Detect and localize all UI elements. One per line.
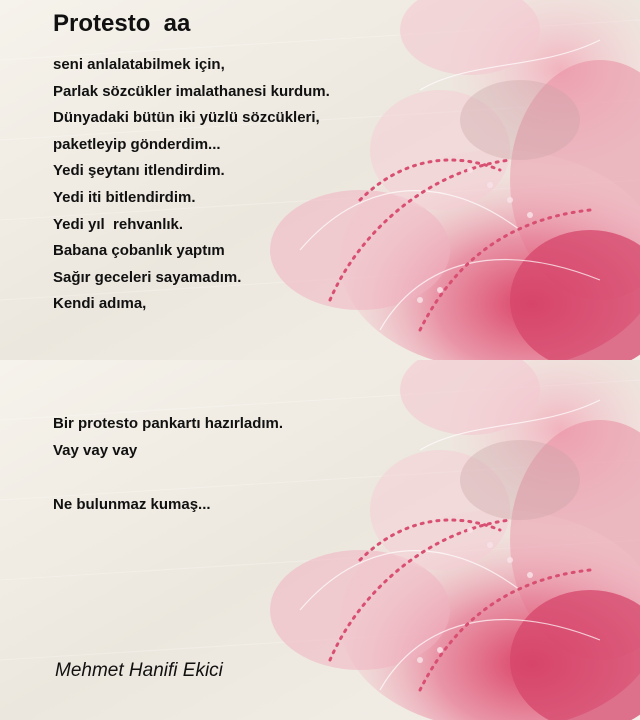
poem-line: seni anlalatabilmek için,	[53, 56, 225, 73]
poem-line: Babana çobanlık yaptım	[53, 242, 225, 260]
poem-title: Protesto aa	[53, 10, 191, 37]
poem-author: Mehmet Hanifi Ekici	[55, 660, 223, 681]
poem-line: Sağır geceleri sayamadım.	[53, 268, 242, 286]
poem-line: Kendi adıma,	[53, 295, 147, 313]
poem-line: Dünyadaki bütün iki yüzlü sözcükleri,	[53, 109, 320, 127]
poem-line: Parlak sözcükler imalathanesi kurdum.	[53, 82, 330, 100]
poem-line: Bir protesto pankartı hazırladım.	[53, 415, 284, 432]
poem-line: Vay vay vay	[53, 442, 138, 459]
poem-line: paketleyip gönderdim...	[53, 135, 221, 153]
poem-line: Yedi şeytanı itlendirdim.	[53, 162, 225, 180]
poem-line: Ne bulunmaz kumaş...	[53, 496, 211, 513]
poem-line: Yedi iti bitlendirdim.	[53, 188, 196, 206]
poem-line: Yedi yıl rehvanlık.	[53, 215, 184, 233]
poem-stanza	[53, 52, 330, 318]
poem-stanza	[53, 410, 283, 464]
poem-stanza	[53, 492, 211, 519]
